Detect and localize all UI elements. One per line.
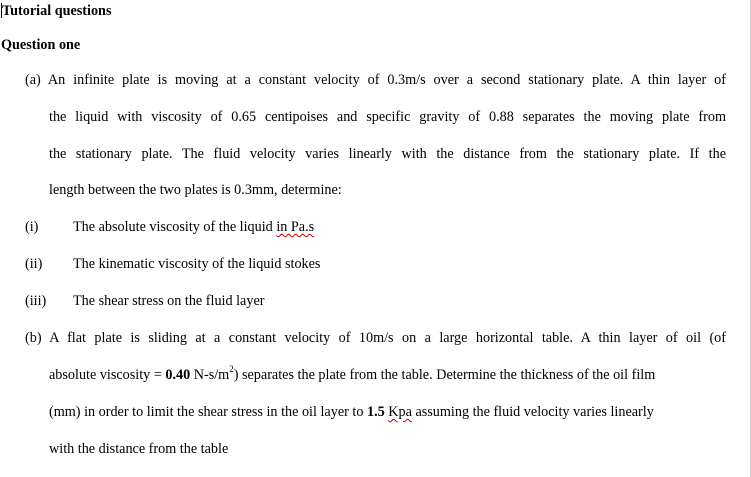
spelling-flag-pas[interactable]: in Pa.s — [276, 219, 315, 235]
part-a-line-1: (a) An infinite plate is moving at a constant velocity of 0.3m/s over a second stationary plate. A thin layer of — [25, 72, 726, 88]
spelling-flag-kpa[interactable]: Kpa — [388, 404, 412, 420]
part-a-line-3: the stationary plate. The fluid velocity varies linearly with the distance from the stationary plate. If the — [49, 146, 726, 162]
item-marker-iii: (iii) — [25, 293, 47, 309]
question-heading: Question one — [1, 37, 81, 53]
part-b-line-3-prefix: (mm) in order to limit the shear stress in the oil layer to — [49, 404, 367, 420]
viscosity-value: 0.40 — [165, 367, 191, 383]
part-b-line-1: (b) A flat plate is sliding at a constant velocity of 10m/s on a large horizontal table. A thin layer of oil (of — [25, 330, 726, 346]
unit-superscript: 2 — [229, 364, 234, 375]
viscosity-unit: N-s/m — [190, 367, 230, 383]
list-item-iii: The shear stress on the fluid layer — [73, 293, 265, 309]
part-a-line-4: length between the two plates is 0.3mm, determine: — [49, 182, 342, 198]
part-b-line-2-prefix: absolute viscosity = — [49, 367, 166, 383]
list-item-i-text: The absolute viscosity of the liquid — [73, 219, 277, 235]
part-b-line-3-suffix: assuming the fluid velocity varies linearly — [411, 404, 654, 420]
part-b-line-3 — [49, 403, 654, 421]
part-b-line-2-suffix: ) separates the plate from the table. Determine the thickness of the oil film — [233, 367, 656, 383]
part-a-line-2: the liquid with viscosity of 0.65 centipoises and specific gravity of 0.88 separates the moving plate from — [49, 109, 726, 125]
shear-stress-value: 1.5 — [366, 404, 385, 420]
list-item-ii: The kinematic viscosity of the liquid stokes — [73, 256, 321, 272]
list-item-i — [73, 218, 314, 236]
part-b-line-2 — [49, 366, 655, 384]
item-marker-i: (i) — [25, 219, 39, 235]
item-marker-ii: (ii) — [25, 256, 43, 272]
part-b-line-4: with the distance from the table — [49, 441, 229, 457]
document-title: Tutorial questions — [2, 3, 112, 19]
